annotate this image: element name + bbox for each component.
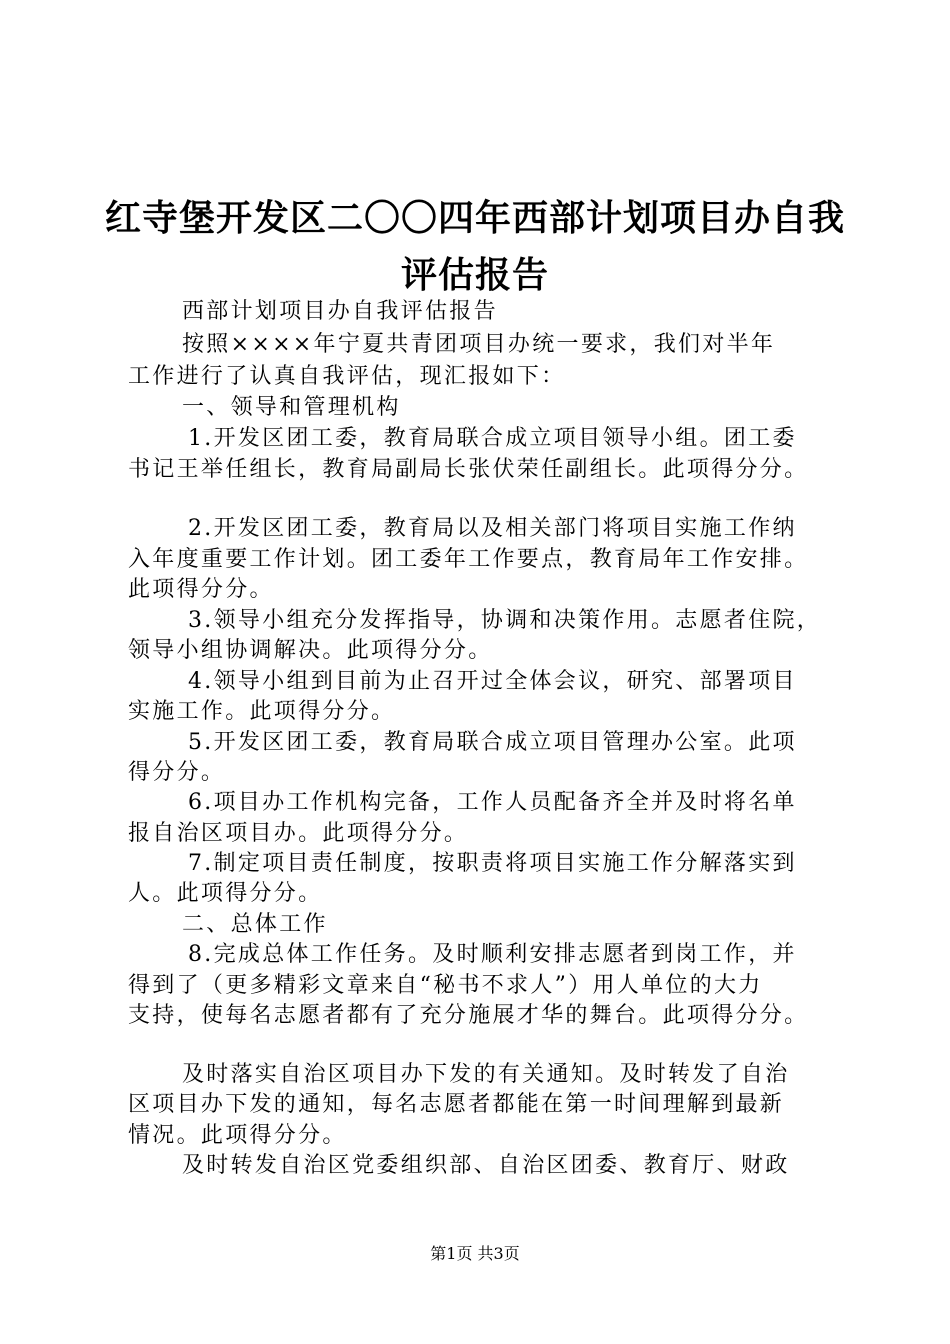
paragraph-line: 及时落实自治区项目办下发的有关通知。及时转发了自治 — [182, 1062, 790, 1087]
paragraph-line: 书记王举任组长，教育局副局长张伏荣任副组长。此项得分分。 — [128, 457, 809, 482]
section-heading: 二、总体工作 — [182, 912, 328, 937]
paragraph-line: 得到了（更多精彩文章来自“秘书不求人”）用人单位的大力 — [128, 973, 763, 998]
paragraph-line: 区项目办下发的通知，每名志愿者都能在第一时间理解到最新 — [128, 1092, 785, 1117]
paragraph-line: 6.项目办工作机构完备，工作人员配备齐全并及时将名单 — [188, 790, 797, 815]
paragraph-line: 5.开发区团工委，教育局联合成立项目管理办公室。此项 — [188, 730, 797, 755]
paragraph-line: 实施工作。此项得分分。 — [128, 699, 396, 724]
paragraph-line: 7.制定项目责任制度，按职责将项目实施工作分解落实到 — [188, 851, 797, 876]
paragraph-line: 工作进行了认真自我评估，现汇报如下： — [128, 364, 566, 389]
paragraph-line: 1.开发区团工委，教育局联合成立项目领导小组。团工委 — [188, 426, 797, 451]
paragraph-line: 入年度重要工作计划。团工委年工作要点，教育局年工作安排。 — [128, 547, 809, 572]
paragraph-line: 此项得分分。 — [128, 577, 274, 602]
paragraph-line: 得分分。 — [128, 760, 226, 785]
paragraph-line: 8.完成总体工作任务。及时顺利安排志愿者到岗工作，并 — [188, 942, 797, 967]
paragraph-line: 3.领导小组充分发挥指导，协调和决策作用。志愿者住院， — [188, 608, 822, 633]
section-heading: 一、领导和管理机构 — [182, 395, 401, 420]
paragraph-line: 情况。此项得分分。 — [128, 1123, 347, 1148]
paragraph-line: 报自治区项目办。此项得分分。 — [128, 821, 469, 846]
paragraph-line: 支持，使每名志愿者都有了充分施展才华的舞台。此项得分分。 — [128, 1003, 809, 1028]
subtitle-line: 西部计划项目办自我评估报告 — [182, 299, 498, 324]
document-title-line-2: 评估报告 — [400, 254, 549, 296]
paragraph-line: 2.开发区团工委，教育局以及相关部门将项目实施工作纳 — [188, 516, 797, 541]
document-title-line-1: 红寺堡开发区二〇〇四年西部计划项目办自我 — [104, 197, 845, 239]
paragraph-line: 4.领导小组到目前为止召开过全体会议，研究、部署项目 — [188, 669, 797, 694]
paragraph-line: 及时转发自治区党委组织部、自治区团委、教育厅、财政 — [182, 1153, 790, 1178]
page-footer: 第1页 共3页 — [430, 1244, 520, 1263]
paragraph-line: 按照××××年宁夏共青团项目办统一要求，我们对半年 — [182, 332, 776, 357]
paragraph-line: 领导小组协调解决。此项得分分。 — [128, 638, 493, 663]
paragraph-line: 人。此项得分分。 — [128, 881, 323, 906]
